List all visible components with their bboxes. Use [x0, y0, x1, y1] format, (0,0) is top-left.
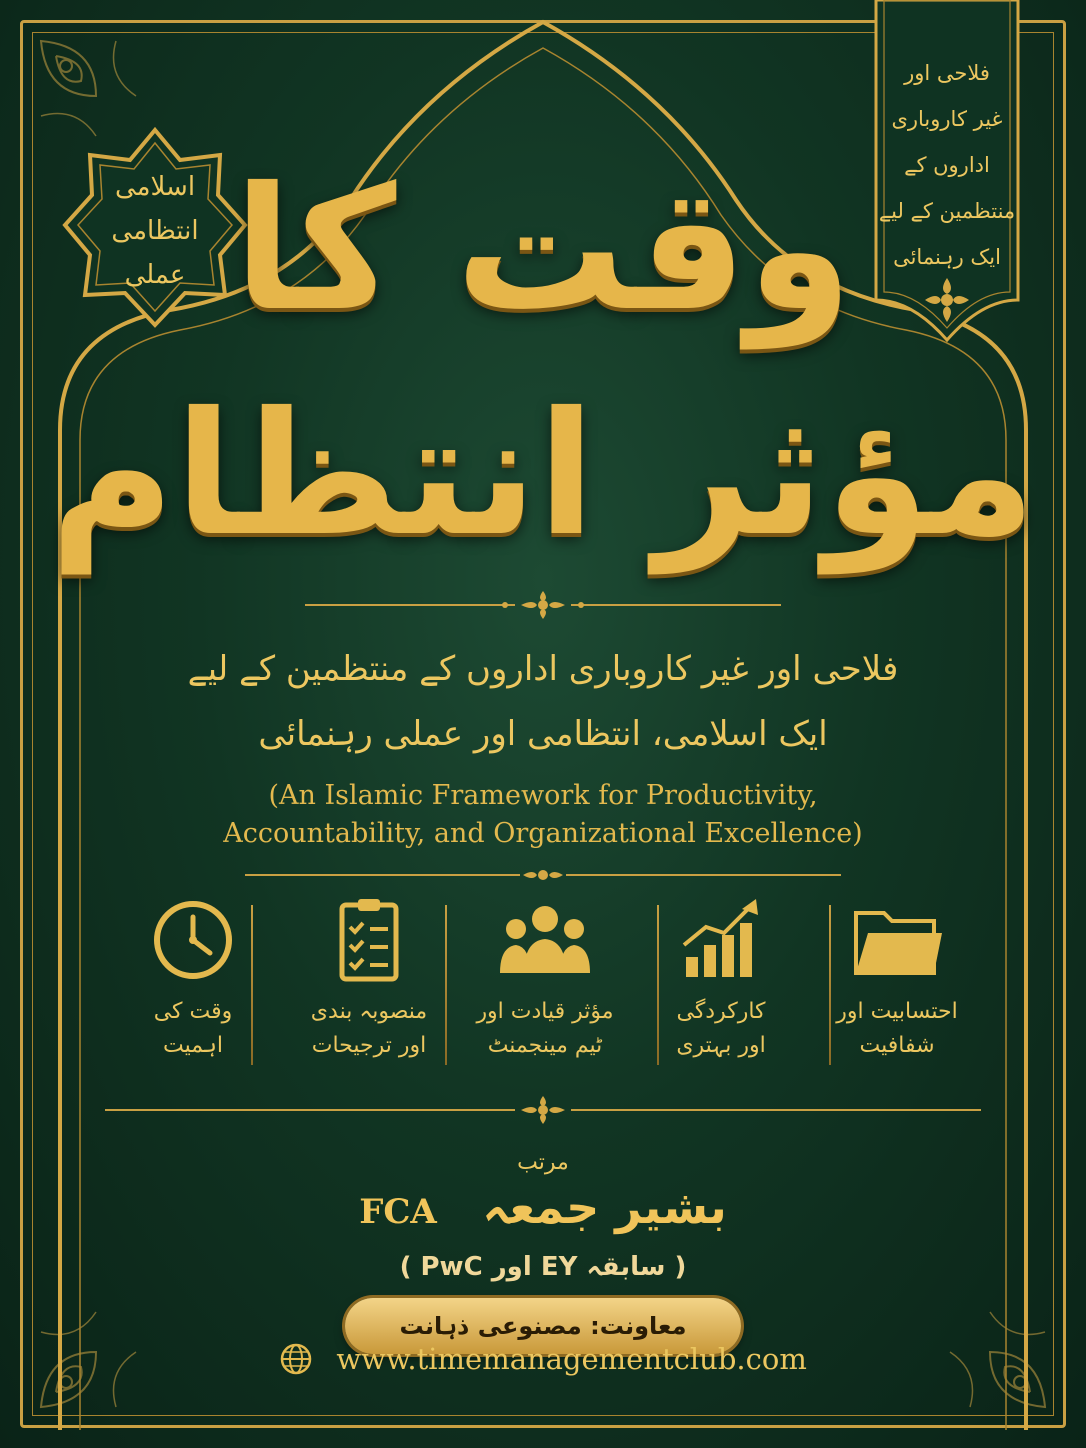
ornament-divider [0, 1095, 1086, 1125]
feature-separator [445, 905, 447, 1065]
subtitle-urdu-2: ایک اسلامی، انتظامی اور عملی رہنمائی [258, 714, 828, 754]
folder-icon [852, 895, 942, 985]
banner-line: غیر کاروباری [891, 107, 1003, 131]
feature-label: کارکردگی اور بہتری [676, 999, 766, 1058]
subtitle-english-1: (An Islamic Framework for Productivity, [268, 780, 818, 811]
feature-accountability [809, 895, 985, 1075]
feature-label: احتسابیت اور شفافیت [836, 999, 958, 1058]
team-icon [500, 895, 590, 985]
feature-separator [251, 905, 253, 1065]
author-name: بشیر جمعہ [482, 1180, 727, 1234]
assistance-text: معاونت: مصنوعی ذہانت [399, 1312, 687, 1340]
title-line-1: وقت کا [233, 151, 853, 349]
feature-leadership [457, 895, 633, 1075]
globe-icon [279, 1342, 313, 1376]
compiled-by-label: مرتب [517, 1150, 569, 1175]
features-row [105, 895, 985, 1075]
ornament-divider [0, 860, 1086, 890]
badge-line: انتظامی [111, 216, 199, 246]
author-row [0, 1180, 1086, 1234]
website-link[interactable]: www.timemanagementclub.com [336, 1342, 807, 1376]
clock-icon [148, 895, 238, 985]
flourish-icon [521, 1096, 565, 1124]
title-line-2: مؤثر انتظام [49, 376, 1037, 574]
feature-time-importance [105, 895, 281, 1075]
growth-chart-icon [676, 895, 766, 985]
flourish-icon [521, 591, 565, 619]
badge-line: اسلامی [114, 172, 196, 202]
banner-line: اداروں کے [904, 153, 990, 177]
author-credential: FCA [359, 1192, 437, 1232]
feature-planning [281, 895, 457, 1075]
author-former-affiliation: ( سابقہ EY اور PwC ) [399, 1252, 687, 1282]
ornament-divider [0, 590, 1086, 620]
banner-line: ایک رہنمائی [893, 245, 1001, 269]
checklist-icon [324, 895, 414, 985]
feature-label: مؤثر قیادت اور ٹیم مینجمنٹ [476, 999, 614, 1058]
subtitle-english-2: Accountability, and Organizational Excellence) [223, 818, 863, 849]
feature-label: منصوبہ بندی اور ترجیحات [310, 999, 428, 1058]
banner-line: فلاحی اور [904, 61, 990, 85]
badge-line: عملی [124, 260, 186, 290]
subtitle-urdu-1: فلاحی اور غیر کاروباری اداروں کے منتظمین کے لیے [187, 649, 899, 689]
feature-performance [633, 895, 809, 1075]
flourish-icon [523, 870, 563, 880]
website-row [0, 1340, 1086, 1380]
banner-line: منتظمین کے لیے [878, 199, 1016, 223]
feature-label: وقت کی اہمیت [153, 999, 233, 1058]
